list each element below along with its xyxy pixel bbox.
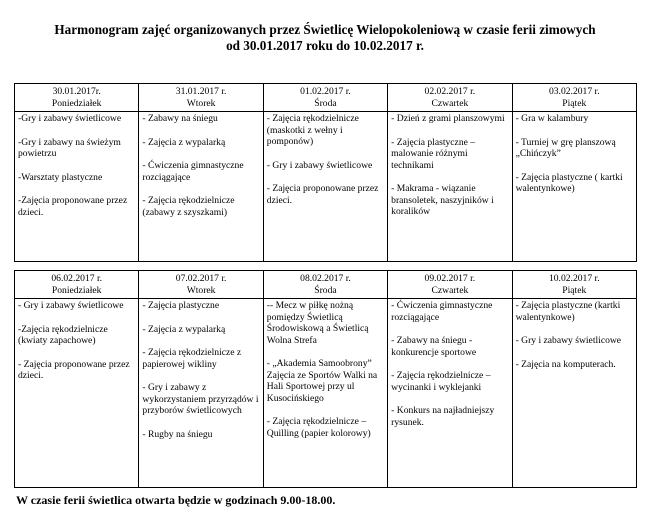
activity-item: - Zajęcia plastyczne ( kartki walentynkowe)	[515, 171, 623, 194]
activity-item: - Ćwiczenia gimnastyczne rozciągające	[391, 300, 493, 323]
activity-item: -Warsztaty plastyczne	[18, 171, 103, 183]
day-weekday: Środa	[314, 284, 337, 296]
title-line-1: Harmonogram zajęć organizowanych przez Świetlicę Wielopokoleniową w czasie ferii zimowych	[54, 22, 596, 37]
day-header	[512, 84, 636, 112]
opening-hours-note: W czasie ferii świetlica otwarta będzie w godzinach 9.00-18.00.	[16, 493, 336, 507]
day-weekday: Poniedziałek	[51, 284, 102, 296]
activity-item: -Zajęcia rękodzielnicze (kwiaty zapachowe)	[18, 323, 108, 346]
activity-item: - Gra w kalambury	[515, 113, 589, 124]
day-activities	[15, 299, 139, 488]
document-title	[0, 22, 650, 54]
day-date: 02.02.2017 r.	[424, 86, 476, 97]
header-row	[15, 84, 637, 112]
day-activities	[512, 112, 636, 262]
activity-item: - Zajęcia na komputerach.	[515, 358, 616, 370]
activity-item: - Dzień z grami planszowymi	[391, 113, 505, 124]
activity-item: - Konkurs na najładniejszy rysunek.	[391, 405, 495, 428]
day-activities	[263, 299, 387, 488]
activity-item: -- Mecz w piłkę nożną pomiędzy Świetlicą Środowiskową a Świetlicą Wolna Strefa	[266, 300, 369, 346]
day-date: 06.02.2017 r.	[51, 273, 103, 284]
activity-item: - Zajęcia plastyczne	[142, 300, 220, 311]
day-header	[15, 84, 139, 112]
activity-item: - Ćwiczenia gimnastyczne rozciągające	[142, 160, 244, 183]
activities-row	[15, 112, 637, 262]
day-weekday: Czwartek	[431, 284, 469, 296]
day-header	[263, 84, 387, 112]
activity-item: - Gry i zabawy świetlicowe	[266, 159, 373, 171]
schedule-table-week-1	[14, 83, 637, 262]
day-weekday: Piątek	[562, 97, 587, 109]
day-date: 31.01.2017 r.	[175, 86, 227, 97]
activity-item: - Zajęcia plastyczne – malowanie różnymi technikami	[391, 136, 476, 171]
activity-item: - Rugby na śniegu	[142, 428, 213, 440]
day-weekday: Wtorek	[186, 97, 216, 109]
activity-item: - Makrama - wiązanie bransoletek, naszyjników i koralików	[391, 183, 494, 217]
day-header	[15, 271, 139, 299]
day-activities	[512, 299, 636, 488]
activity-item: - Zajęcia rękodzielnicze z papierowej wikliny	[142, 347, 242, 370]
day-activities	[263, 112, 387, 262]
activity-item: -Gry i zabawy świetlicowe	[18, 113, 122, 124]
day-date: 07.02.2017 r.	[175, 273, 227, 284]
activity-item: - Gry i zabawy z wykorzystaniem przyrządów i przyborów świetlicowych	[142, 382, 259, 416]
activity-item: - Zajęcia z wypalarką	[142, 136, 226, 148]
activities-row	[15, 299, 637, 488]
day-date: 01.02.2017 r.	[300, 86, 351, 97]
day-activities	[139, 299, 263, 488]
day-activities	[388, 112, 512, 262]
day-date: 09.02.2017 r.	[424, 273, 476, 284]
activity-item: - Gry i zabawy świetlicowe	[515, 335, 622, 346]
day-activities	[15, 112, 139, 262]
day-header	[388, 271, 512, 299]
day-header	[388, 84, 512, 112]
day-header	[512, 271, 636, 299]
activity-item: - Zajęcia rękodzielnicze (maskotki z wełny i pomponów)	[266, 113, 359, 147]
activity-item: - Zajęcia rękodzielnicze – wycinanki i wyklejanki	[391, 370, 491, 393]
day-weekday: Piątek	[562, 284, 587, 296]
day-weekday: Wtorek	[186, 284, 216, 296]
day-date: 08.02.2017 r.	[300, 273, 351, 284]
activity-item: - Gry i zabawy świetlicowe	[18, 300, 124, 311]
schedule-table-week-2	[14, 270, 637, 488]
activity-item: -Zajęcia proponowane przez dzieci.	[18, 195, 128, 218]
day-header	[139, 84, 263, 112]
activity-item: -Gry i zabawy na świeżym powietrzu	[18, 136, 121, 159]
day-date: 30.01.2017r.	[52, 86, 101, 97]
day-weekday: Czwartek	[431, 97, 469, 109]
title-line-2: od 30.01.2017 roku do 10.02.2017 r.	[226, 38, 424, 53]
day-date: 03.02.2017 r.	[548, 86, 600, 97]
day-activities	[139, 112, 263, 262]
activity-item: - Zajęcia rękodzielnicze – Quilling (papier kolorowy)	[266, 416, 371, 439]
header-row	[15, 271, 637, 299]
day-date: 10.02.2017 r.	[548, 273, 600, 284]
day-weekday: Poniedziałek	[51, 97, 102, 109]
activity-item: - Zabawy na śniegu	[142, 113, 218, 124]
day-weekday: Środa	[314, 97, 337, 109]
activity-item: - Zajęcia z wypalarką	[142, 323, 226, 335]
activity-item: - Zajęcia proponowane przez dzieci.	[18, 358, 130, 381]
activity-item: - Zajęcia rękodzielnicze (zabawy z szyszkami)	[142, 195, 235, 218]
activity-item: - Zajęcia proponowane przez dzieci.	[266, 183, 379, 206]
activity-item: - Zajęcia plastyczne (kartki walentynkowe)	[515, 300, 621, 323]
activity-item: - Zabawy na śniegu -konkurencje sportowe	[391, 335, 477, 358]
day-header	[139, 271, 263, 299]
activity-item: - „Akademia Samoobrony” Zajęcia ze Sportów Walki na Hali Sportowej przy ul Kusocińskiego	[266, 358, 378, 404]
day-activities	[388, 299, 512, 488]
day-header	[263, 271, 387, 299]
activity-item: - Turniej w grę planszową „Chińczyk”	[515, 136, 616, 159]
